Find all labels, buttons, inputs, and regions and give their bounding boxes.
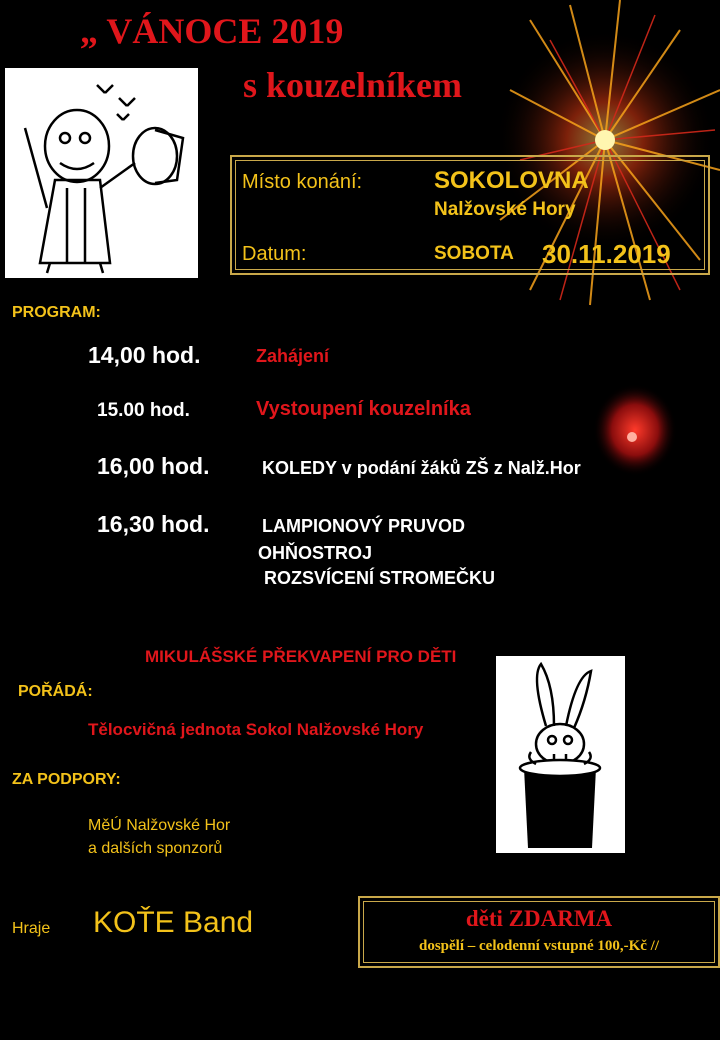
program-heading: PROGRAM: bbox=[12, 304, 101, 321]
title-line-1: „ VÁNOCE 2019 bbox=[80, 11, 344, 51]
surprise-text: MIKULÁŠSKÉ PŘEKVAPENÍ PRO DĚTI bbox=[145, 647, 457, 666]
program-item-4-line-1: LAMPIONOVÝ PRUVOD bbox=[262, 516, 466, 536]
venue-label: Místo konání: bbox=[242, 171, 363, 193]
program-item-4-line-3: ROZSVÍCENÍ STROMEČKU bbox=[264, 568, 496, 588]
rabbit-in-hat-illustration bbox=[496, 656, 625, 853]
program-item-4-line-2: OHŇOSTROJ bbox=[258, 543, 373, 563]
price-adults: dospělí – celodenní vstupné 100,-Kč // bbox=[418, 938, 660, 954]
price-kids: děti ZDARMA bbox=[465, 906, 613, 931]
date-day: SOBOTA bbox=[434, 243, 514, 264]
date-value: 30.11.2019 bbox=[542, 239, 671, 269]
organizer-name: Tělocvičná jednota Sokol Nalžovské Hory bbox=[88, 720, 424, 739]
program-time-3: 16,00 hod. bbox=[97, 453, 210, 479]
support-line-2: a dalších sponzorů bbox=[88, 840, 223, 857]
program-item-1: Zahájení bbox=[256, 346, 330, 366]
support-heading: ZA PODPORY: bbox=[12, 771, 121, 788]
organizer-heading: POŘÁDÁ: bbox=[18, 683, 93, 700]
program-time-2: 15.00 hod. bbox=[97, 400, 190, 421]
venue-info-box bbox=[230, 155, 710, 275]
date-label: Datum: bbox=[242, 243, 307, 265]
program-item-3: KOLEDY v podání žáků ZŠ z Nalž.Hor bbox=[262, 458, 581, 478]
glow-decoration bbox=[590, 375, 680, 475]
magician-illustration bbox=[5, 68, 198, 278]
band-name: KOŤE Band bbox=[93, 906, 254, 939]
venue-name: SOKOLOVNA bbox=[434, 167, 589, 194]
program-time-4: 16,30 hod. bbox=[97, 511, 210, 537]
title-line-2: s kouzelníkem bbox=[243, 65, 463, 105]
venue-place: Nalžovské Hory bbox=[434, 199, 576, 220]
band-label: Hraje bbox=[12, 920, 51, 937]
program-time-1: 14,00 hod. bbox=[88, 342, 201, 368]
support-line-1: MěÚ Nalžovské Hor bbox=[88, 817, 231, 834]
price-box bbox=[358, 896, 720, 968]
program-item-2: Vystoupení kouzelníka bbox=[256, 398, 471, 420]
